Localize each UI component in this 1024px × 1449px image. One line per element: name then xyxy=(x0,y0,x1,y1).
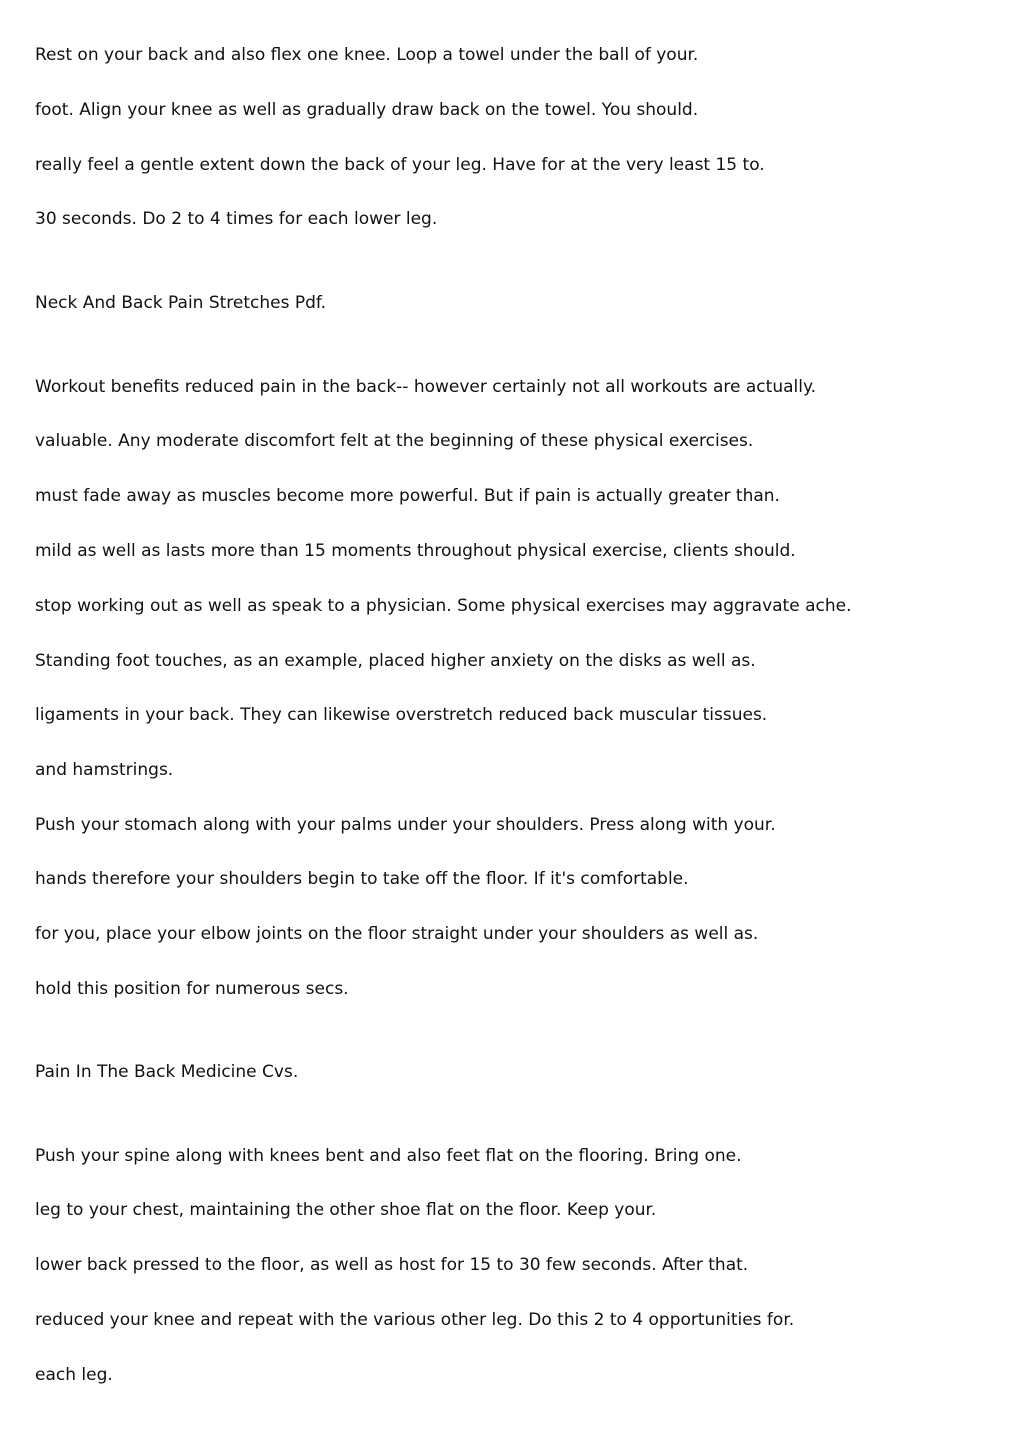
paragraph-2-line-4: mild as well as lasts more than 15 moments throughout physical exercise, clients should. xyxy=(35,541,796,561)
paragraph-4-line-3: lower back pressed to the floor, as well as host for 15 to 30 few seconds. After that. xyxy=(35,1255,749,1275)
paragraph-4-line-1: Push your spine along with knees bent and also feet flat on the flooring. Bring one. xyxy=(35,1146,742,1166)
paragraph-1-line-2: foot. Align your knee as well as gradually draw back on the towel. You should. xyxy=(35,100,699,120)
paragraph-2-line-2: valuable. Any moderate discomfort felt at the beginning of these physical exercises. xyxy=(35,431,754,451)
section-heading-pain-in-the-back: Pain In The Back Medicine Cvs. xyxy=(35,1062,299,1082)
paragraph-3-line-2: hands therefore your shoulders begin to take off the floor. If it's comfortable. xyxy=(35,869,689,889)
paragraph-2-line-6: Standing foot touches, as an example, placed higher anxiety on the disks as well as. xyxy=(35,651,756,671)
paragraph-2-line-8: and hamstrings. xyxy=(35,760,174,780)
paragraph-3-line-1: Push your stomach along with your palms under your shoulders. Press along with your. xyxy=(35,815,776,835)
paragraph-1-line-3: really feel a gentle extent down the back of your leg. Have for at the very least 15 to. xyxy=(35,155,765,175)
paragraph-1-line-1: Rest on your back and also flex one knee. Loop a towel under the ball of your. xyxy=(35,45,699,65)
paragraph-2-line-3: must fade away as muscles become more powerful. But if pain is actually greater than. xyxy=(35,486,780,506)
paragraph-2-line-5: stop working out as well as speak to a physician. Some physical exercises may aggravate ache. xyxy=(35,596,852,616)
paragraph-1-line-4: 30 seconds. Do 2 to 4 times for each lower leg. xyxy=(35,209,438,229)
paragraph-3-line-3: for you, place your elbow joints on the floor straight under your shoulders as well as. xyxy=(35,924,759,944)
paragraph-3-line-4: hold this position for numerous secs. xyxy=(35,979,349,999)
document-page xyxy=(35,0,995,1449)
paragraph-2-line-7: ligaments in your back. They can likewise overstretch reduced back muscular tissues. xyxy=(35,705,768,725)
paragraph-4-line-2: leg to your chest, maintaining the other shoe flat on the floor. Keep your. xyxy=(35,1200,657,1220)
paragraph-2-line-1: Workout benefits reduced pain in the back-- however certainly not all workouts are actually. xyxy=(35,377,816,397)
section-heading-neck-and-back: Neck And Back Pain Stretches Pdf. xyxy=(35,293,327,313)
paragraph-4-line-5: each leg. xyxy=(35,1365,113,1385)
paragraph-4-line-4: reduced your knee and repeat with the various other leg. Do this 2 to 4 opportunities for. xyxy=(35,1310,795,1330)
